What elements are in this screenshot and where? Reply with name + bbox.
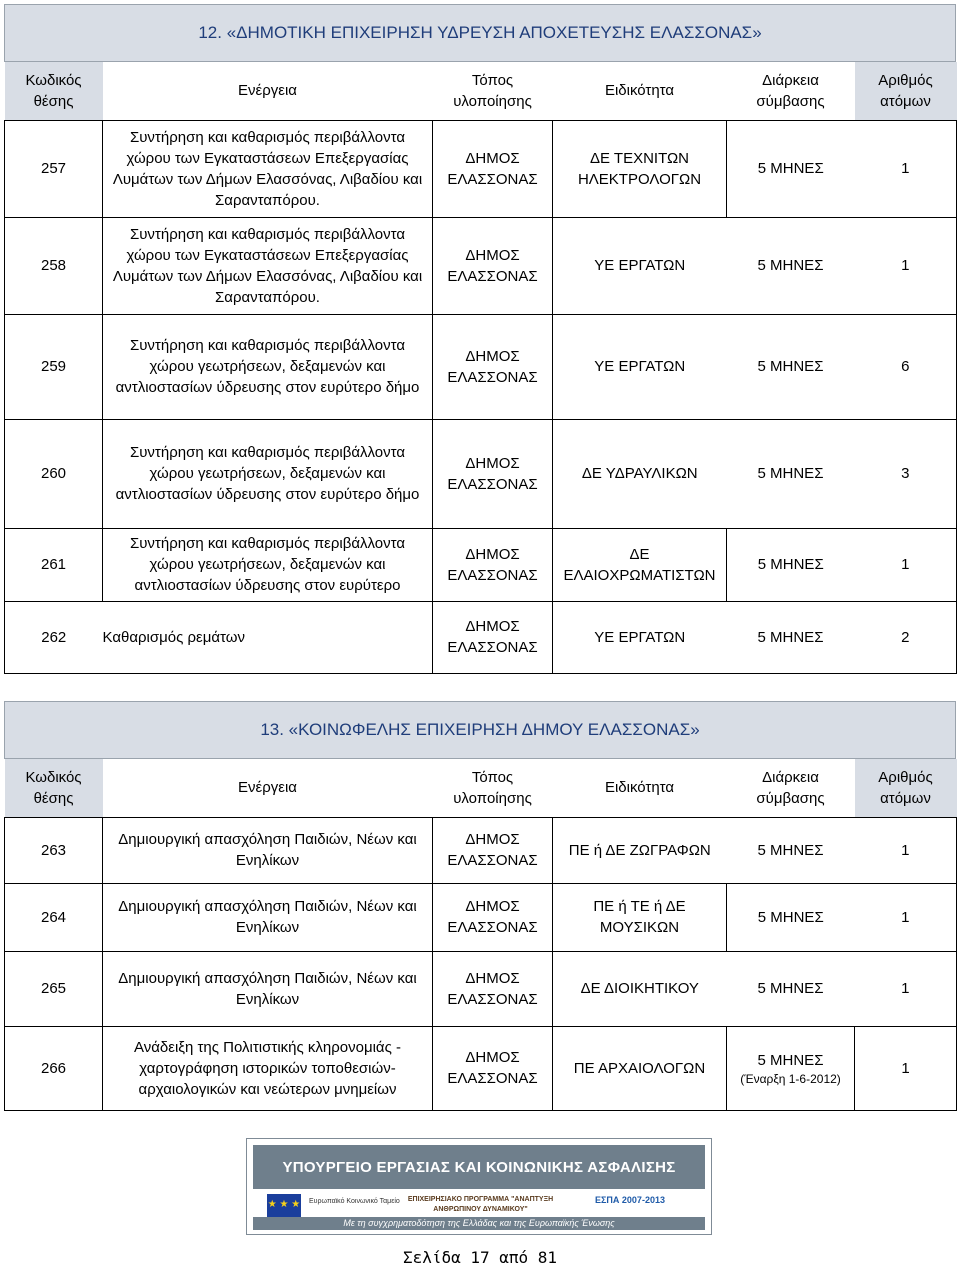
cell-spec: ΥΕ ΕΡΓΑΤΩΝ xyxy=(553,314,727,419)
table-row xyxy=(5,817,957,883)
section-title-text: 13. «ΚΟΙΝΩΦΕΛΗΣ ΕΠΙΧΕΙΡΗΣΗ ΔΗΜΟΥ ΕΛΑΣΣΟΝΑΣ» xyxy=(260,720,700,739)
cell-action: Δημιουργική απασχόληση Παιδιών, Νέων και Ενηλίκων xyxy=(103,883,433,951)
eu-flag-icon: ★ ★ ★ xyxy=(267,1194,301,1217)
cell-place: ΔΗΜΟΣ ΕΛΑΣΣΟΝΑΣ xyxy=(433,883,553,951)
cell-action: Συντήρηση και καθαρισμός περιβάλλοντα χώρου των Εγκαταστάσεων Επεξεργασίας Λυμάτων των Δήμων Ελασσόνας, Λιβαδίου και Σαρανταπόρου. xyxy=(103,120,433,217)
cell-duration: 5 ΜΗΝΕΣ xyxy=(727,120,855,217)
cell-duration: 5 ΜΗΝΕΣ xyxy=(727,883,855,951)
cell-spec: ΠΕ ή ΤΕ ή ΔΕ ΜΟΥΣΙΚΩΝ xyxy=(553,883,727,951)
cell-spec: ΠΕ ή ΔΕ ΖΩΓΡΑΦΩΝ xyxy=(553,817,727,883)
program-logo-text: ΕΠΙΧΕΙΡΗΣΙΑΚΟ ΠΡΟΓΡΑΜΜΑ "ΑΝΑΠΤΥΞΗ ΑΝΘΡΩΠΙΝΟΥ ΔΥΝΑΜΙΚΟΥ" xyxy=(407,1196,554,1213)
cell-place: ΔΗΜΟΣ ΕΛΑΣΣΟΝΑΣ xyxy=(433,601,553,673)
cell-action: Συντήρηση και καθαρισμός περιβάλλοντα χώρου γεωτρήσεων, δεξαμενών και αντλιοστασίων ύδρευσης στον ευρύτερο δήμο xyxy=(103,314,433,419)
header-duration: Διάρκεια σύμβασης xyxy=(727,759,855,817)
cell-spec: ΔΕ ΤΕΧΝΙΤΩΝ ΗΛΕΚΤΡΟΛΟΓΩΝ xyxy=(553,120,727,217)
header-persons: Αριθμός ατόμων xyxy=(855,62,957,120)
cell-persons: 1 xyxy=(855,883,957,951)
table-row xyxy=(5,217,957,314)
table-row xyxy=(5,419,957,528)
cell-spec: ΠΕ ΑΡΧΑΙΟΛΟΓΩΝ xyxy=(553,1026,727,1110)
cell-persons: 1 xyxy=(855,1026,957,1110)
table-row xyxy=(5,951,957,1026)
duration-value: 5 ΜΗΝΕΣ xyxy=(757,1051,824,1069)
section-13 xyxy=(4,701,956,1111)
section-title-text: 12. «ΔΗΜΟΤΙΚΗ ΕΠΙΧΕΙΡΗΣΗ ΥΔΡΕΥΣΗ ΑΠΟΧΕΤΕΥΣΗΣ ΕΛΑΣΣΟΝΑΣ» xyxy=(198,23,762,42)
cell-persons: 1 xyxy=(855,817,957,883)
header-spec: Ειδικότητα xyxy=(553,759,727,817)
cofunding-text: Με τη συγχρηματοδότηση της Ελλάδας και της Ευρωπαϊκής Ένωσης xyxy=(253,1217,705,1230)
table-row xyxy=(5,120,957,217)
cell-duration xyxy=(727,1026,855,1110)
cell-persons: 1 xyxy=(855,217,957,314)
header-code: Κωδικός θέσης xyxy=(5,62,103,120)
cell-spec: ΔΕ ΔΙΟΙΚΗΤΙΚΟΥ xyxy=(553,951,727,1026)
funding-banner xyxy=(246,1138,712,1235)
table-row xyxy=(5,601,957,673)
cell-spec: ΔΕ ΥΔΡΑΥΛΙΚΩΝ xyxy=(553,419,727,528)
section-title xyxy=(4,701,956,759)
cell-persons: 3 xyxy=(855,419,957,528)
page-number: Σελίδα 17 από 81 xyxy=(402,1248,558,1267)
header-persons: Αριθμός ατόμων xyxy=(855,759,957,817)
table-header xyxy=(5,62,957,120)
cell-code: 264 xyxy=(5,883,103,951)
logos-strip xyxy=(253,1192,705,1219)
cell-place: ΔΗΜΟΣ ΕΛΑΣΣΟΝΑΣ xyxy=(433,217,553,314)
header-spec: Ειδικότητα xyxy=(553,62,727,120)
header-code: Κωδικός θέσης xyxy=(5,759,103,817)
cell-action: Καθαρισμός ρεμάτων xyxy=(103,601,433,673)
cell-code: 259 xyxy=(5,314,103,419)
cell-persons: 1 xyxy=(855,120,957,217)
positions-table xyxy=(4,759,957,1111)
cell-code: 260 xyxy=(5,419,103,528)
cell-code: 257 xyxy=(5,120,103,217)
cell-spec: ΥΕ ΕΡΓΑΤΩΝ xyxy=(553,601,727,673)
table-row xyxy=(5,883,957,951)
cell-action: Συντήρηση και καθαρισμός περιβάλλοντα χώρου των Εγκαταστάσεων Επεξεργασίας Λυμάτων των Δήμων Ελασσόνας, Λιβαδίου και Σαρανταπόρου. xyxy=(103,217,433,314)
cell-action: Συντήρηση και καθαρισμός περιβάλλοντα χώρου γεωτρήσεων, δεξαμενών και αντλιοστασίων ύδρευσης στον ευρύτερο xyxy=(103,528,433,601)
header-place: Τόπος υλοποίησης xyxy=(433,62,553,120)
cell-action: Συντήρηση και καθαρισμός περιβάλλοντα χώρου γεωτρήσεων, δεξαμενών και αντλιοστασίων ύδρευσης στον ευρύτερο δήμο xyxy=(103,419,433,528)
table-row xyxy=(5,528,957,601)
cell-place: ΔΗΜΟΣ ΕΛΑΣΣΟΝΑΣ xyxy=(433,951,553,1026)
cell-place: ΔΗΜΟΣ ΕΛΑΣΣΟΝΑΣ xyxy=(433,1026,553,1110)
cell-spec: ΥΕ ΕΡΓΑΤΩΝ xyxy=(553,217,727,314)
table-row xyxy=(5,1026,957,1110)
cell-code: 266 xyxy=(5,1026,103,1110)
cell-code: 265 xyxy=(5,951,103,1026)
header-duration: Διάρκεια σύμβασης xyxy=(727,62,855,120)
cell-place: ΔΗΜΟΣ ΕΛΑΣΣΟΝΑΣ xyxy=(433,528,553,601)
cell-place: ΔΗΜΟΣ ΕΛΑΣΣΟΝΑΣ xyxy=(433,817,553,883)
cell-duration: 5 ΜΗΝΕΣ xyxy=(727,314,855,419)
cell-duration: 5 ΜΗΝΕΣ xyxy=(727,951,855,1026)
espa-logo: ΕΣΠΑ 2007-2013 xyxy=(595,1195,665,1205)
cell-duration: 5 ΜΗΝΕΣ xyxy=(727,217,855,314)
cell-persons: 2 xyxy=(855,601,957,673)
cell-code: 263 xyxy=(5,817,103,883)
cell-spec: ΔΕ ΕΛΑΙΟΧΡΩΜΑΤΙΣΤΩΝ xyxy=(553,528,727,601)
cell-code: 258 xyxy=(5,217,103,314)
cell-action: Δημιουργική απασχόληση Παιδιών, Νέων και Ενηλίκων xyxy=(103,951,433,1026)
header-action: Ενέργεια xyxy=(103,62,433,120)
cell-action: Ανάδειξη της Πολιτιστικής κληρονομιάς - χαρτογράφηση ιστορικών τοποθεσιών- αρχαιολογικών και νεώτερων μνημείων xyxy=(103,1026,433,1110)
cell-duration: 5 ΜΗΝΕΣ xyxy=(727,528,855,601)
section-title xyxy=(4,4,956,62)
table-header xyxy=(5,759,957,817)
positions-table xyxy=(4,62,957,674)
cell-duration: 5 ΜΗΝΕΣ xyxy=(727,817,855,883)
cell-code: 262 xyxy=(5,601,103,673)
cell-duration: 5 ΜΗΝΕΣ xyxy=(727,419,855,528)
ministry-label: ΥΠΟΥΡΓΕΙΟ ΕΡΓΑΣΙΑΣ ΚΑΙ ΚΟΙΝΩΝΙΚΗΣ ΑΣΦΑΛΙΣΗΣ xyxy=(253,1145,705,1189)
cell-code: 261 xyxy=(5,528,103,601)
cell-place: ΔΗΜΟΣ ΕΛΑΣΣΟΝΑΣ xyxy=(433,314,553,419)
header-place: Τόπος υλοποίησης xyxy=(433,759,553,817)
eu-fund-text: Ευρωπαϊκό Κοινωνικό Ταμείο xyxy=(309,1198,400,1205)
cell-persons: 6 xyxy=(855,314,957,419)
cell-persons: 1 xyxy=(855,528,957,601)
cell-action: Δημιουργική απασχόληση Παιδιών, Νέων και Ενηλίκων xyxy=(103,817,433,883)
table-row xyxy=(5,314,957,419)
cell-persons: 1 xyxy=(855,951,957,1026)
cell-duration: 5 ΜΗΝΕΣ xyxy=(727,601,855,673)
cell-place: ΔΗΜΟΣ ΕΛΑΣΣΟΝΑΣ xyxy=(433,120,553,217)
cell-place: ΔΗΜΟΣ ΕΛΑΣΣΟΝΑΣ xyxy=(433,419,553,528)
duration-note: (Έναρξη 1-6-2012) xyxy=(740,1071,841,1086)
header-action: Ενέργεια xyxy=(103,759,433,817)
section-12 xyxy=(4,4,956,674)
